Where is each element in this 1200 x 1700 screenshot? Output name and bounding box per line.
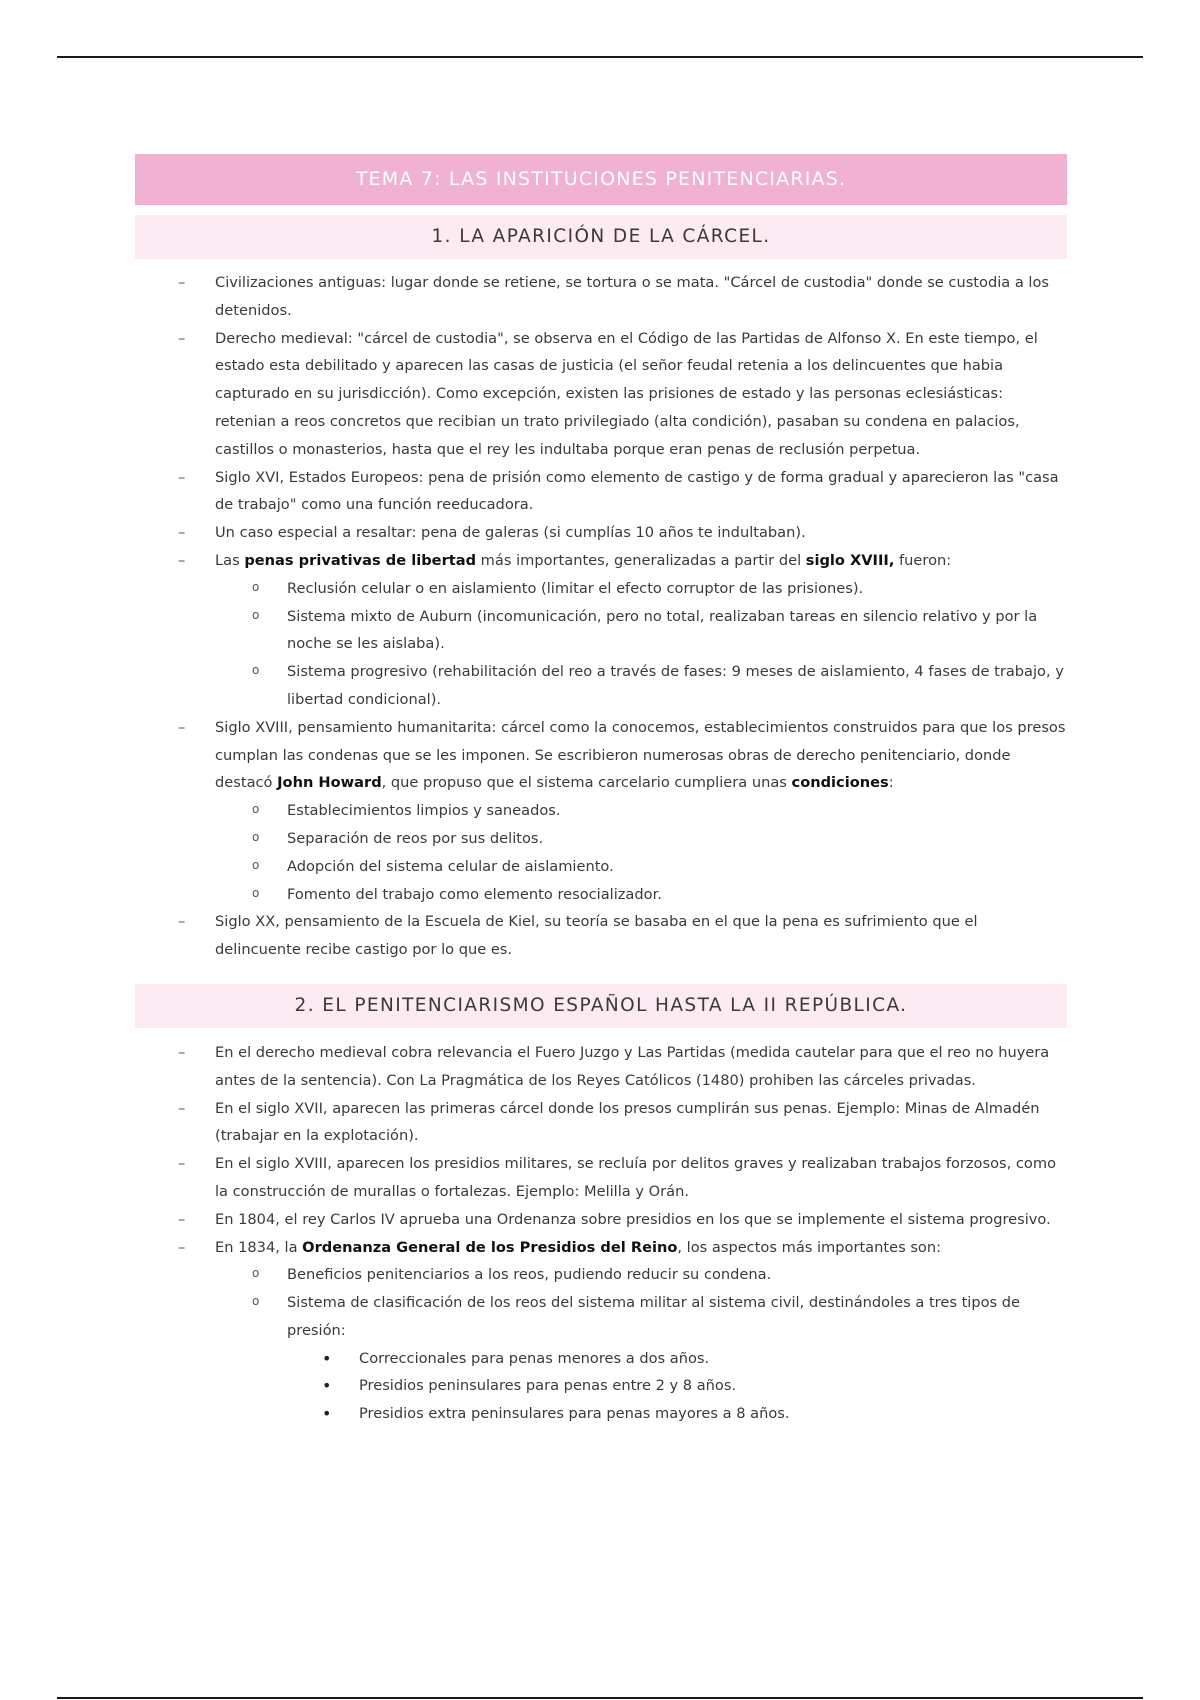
text: , que propuso que el sistema carcelario cumpliera unas [381, 774, 792, 792]
list-item: – Siglo XVI, Estados Europeos: pena de prisión como elemento de castigo y de forma gradual y aparecieron las "casa de trabajo" como una función reeducadora. [135, 464, 1067, 520]
text: , los aspectos más importantes son: [677, 1238, 942, 1256]
list-item: – En el siglo XVII, aparecen las primeras cárcel donde los presos cumplirán sus penas. Ejemplo: Minas de Almadén (trabajar en la explotación). [135, 1095, 1067, 1151]
list-item: – Siglo XX, pensamiento de la Escuela de Kiel, su teoría se basaba en el que la pena es sufrimiento que el delincuente recibe castigo por lo que es. [135, 908, 1067, 964]
sub-list-item [215, 1289, 1067, 1428]
list-item [135, 547, 1067, 714]
list-item: – En 1804, el rey Carlos IV aprueba una Ordenanza sobre presidios en los que se implemente el sistema progresivo. [135, 1206, 1067, 1234]
text: más importantes, generalizadas a partir del [476, 551, 806, 569]
top-rule [57, 56, 1143, 58]
sub-list [215, 1261, 1067, 1428]
list-item: – En el derecho medieval cobra relevancia el Fuero Juzgo y Las Partidas (medida cautelar para que el reo no huyera antes de la sentencia). Con La Pragmática de los Reyes Católicos (1480) prohiben las cárceles privadas. [135, 1039, 1067, 1095]
bullet-item: • Presidios extra peninsulares para penas mayores a 8 años. [287, 1400, 1067, 1428]
bullet-list [287, 1345, 1067, 1428]
text: Siglo XVIII, pensamiento humanitarita: cárcel como la conocemos, establecimientos construidos para que los presos cumplan las condenas que se les imponen. Se escribieron numerosas obras de derecho penitenciario, donde destacó [215, 718, 1066, 792]
text: Sistema de clasificación de los reos del sistema militar al sistema civil, destinándoles a tres tipos de presión: [287, 1294, 1021, 1339]
list-item [135, 714, 1067, 909]
sub-list-item: o Separación de reos por sus delitos. [215, 825, 1067, 853]
sub-list-item: o Adopción del sistema celular de aislamiento. [215, 853, 1067, 881]
list-item: – Un caso especial a resaltar: pena de galeras (si cumplías 10 años te indultaban). [135, 519, 1067, 547]
section-heading-1: 1. LA APARICIÓN DE LA CÁRCEL. [135, 215, 1067, 259]
text: : [888, 774, 894, 792]
text: En 1834, la [215, 1238, 303, 1256]
section-2-list [135, 1039, 1067, 1428]
bold-term: penas privativas de libertad [244, 551, 477, 569]
text: Las [215, 551, 245, 569]
sub-list-item: o Beneficios penitenciarios a los reos, pudiendo reducir su condena. [215, 1261, 1067, 1289]
list-item: – Civilizaciones antiguas: lugar donde se retiene, se tortura o se mata. "Cárcel de custodia" donde se custodia a los detenidos. [135, 269, 1067, 325]
sub-list [215, 575, 1067, 714]
sub-list-item: o Establecimientos limpios y saneados. [215, 797, 1067, 825]
text: fueron: [894, 551, 952, 569]
bottom-rule [57, 1697, 1143, 1699]
section-heading-2: 2. EL PENITENCIARISMO ESPAÑOL HASTA LA II REPÚBLICA. [135, 984, 1067, 1028]
bold-term: Ordenanza General de los Presidios del Reino [302, 1238, 678, 1256]
section-1-list [135, 269, 1067, 964]
list-item: – En el siglo XVIII, aparecen los presidios militares, se recluía por delitos graves y realizaban trabajos forzosos, como la construcción de murallas o fortalezas. Ejemplo: Melilla y Orán. [135, 1150, 1067, 1206]
sub-list-item: o Fomento del trabajo como elemento resocializador. [215, 881, 1067, 909]
bold-term: John Howard [277, 774, 382, 792]
bullet-item: • Presidios peninsulares para penas entre 2 y 8 años. [287, 1372, 1067, 1400]
bullet-item: • Correccionales para penas menores a dos años. [287, 1345, 1067, 1373]
sub-list [215, 797, 1067, 908]
sub-list-item: o Reclusión celular o en aislamiento (limitar el efecto corruptor de las prisiones). [215, 575, 1067, 603]
list-item: – Derecho medieval: "cárcel de custodia", se observa en el Código de las Partidas de Alfonso X. En este tiempo, el estado esta debilitado y aparecen las casas de justicia (el señor feudal retenia a los delincuentes que habia capturado en su jurisdicción). Como excepción, existen las prisiones de estado y las personas eclesiásticas: retenian a reos concretos que recibian un trato privilegiado (alta condición), pasaban su condena en palacios, castillos o monasterios, hasta que el rey les indultaba porque eran penas de reclusión perpetua. [135, 325, 1067, 464]
sub-list-item: o Sistema progresivo (rehabilitación del reo a través de fases: 9 meses de aislamiento, 4 fases de trabajo, y libertad condicional). [215, 658, 1067, 714]
document-title: TEMA 7: LAS INSTITUCIONES PENITENCIARIAS. [135, 154, 1067, 205]
bold-term: condiciones [791, 774, 889, 792]
bold-term: siglo XVIII, [805, 551, 895, 569]
sub-list-item: o Sistema mixto de Auburn (incomunicación, pero no total, realizaban tareas en silencio relativo y por la noche se les aislaba). [215, 603, 1067, 659]
list-item [135, 1234, 1067, 1429]
document-body [135, 154, 1067, 1428]
